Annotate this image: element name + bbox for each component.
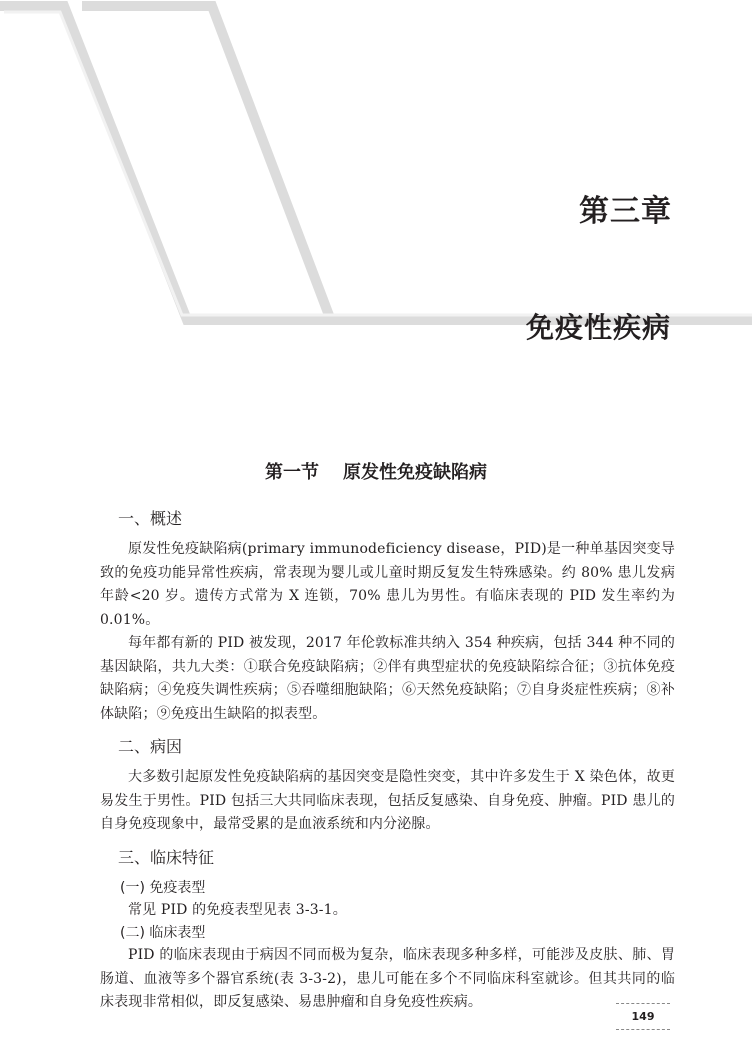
- section-heading: [0, 458, 752, 484]
- chapter-title: 免疫性疾病: [525, 311, 671, 344]
- section-number: 第一节: [265, 462, 319, 483]
- paragraph-clinical-phenotype: PID 的临床表现由于病因不同而极为复杂，临床表现多种多样，可能涉及皮肤、肺、胃肠道、血液等多个器官系统(表 3-3-2)，患儿可能在多个不同临床科室就诊。但其共同的临床表现非常相似，即反复感染、易患肿瘤和自身免疫性疾病。: [100, 947, 675, 1010]
- section-title: 原发性免疫缺陷病: [343, 462, 487, 483]
- heading-etiology: 二、病因: [118, 737, 183, 756]
- heading-immune-phenotype: (一) 免疫表型: [120, 879, 206, 896]
- heading-clinical-phenotype: (二) 临床表型: [120, 925, 206, 941]
- page-number: 149: [616, 1003, 670, 1030]
- paragraph-immune-phenotype: 常见 PID 的免疫表型见表 3-3-1。: [128, 901, 347, 918]
- body-content: [100, 506, 675, 1015]
- chapter-number: 第三章: [579, 194, 672, 229]
- heading-overview: 一、概述: [118, 509, 183, 528]
- paragraph-definition: 原发性免疫缺陷病(primary immunodeficiency disease，PID)是一种单基因突变导致的免疫功能异常性疾病，常表现为婴儿或儿童时期反复发生特殊感染。约 80% 患儿发病年龄<20 岁。遗传方式常为 X 连锁，70% 患儿为男性。有临床表现的 PID 发生率约为 0.01%。: [100, 541, 675, 628]
- paragraph-etiology: 大多数引起原发性免疫缺陷病的基因突变是隐性突变，其中许多发生于 X 染色体，故更易发生于男性。PID 包括三大共同临床表现，包括反复感染、自身免疫、肿瘤。PID 患儿的自身免疫现象中，最常受累的是血液系统和内分泌腺。: [100, 769, 675, 832]
- heading-clinical-features: 三、临床特征: [118, 847, 215, 867]
- paragraph-classification: 每年都有新的 PID 被发现，2017 年伦敦标准共纳入 354 种疾病，包括 344 种不同的基因缺陷，共九大类：①联合免疫缺陷病；②伴有典型症状的免疫缺陷综合征；③抗体免疫缺陷病；④免疫失调性疾病；⑤吞噬细胞缺陷；⑥天然免疫缺陷；⑦自身炎症性疾病；⑧补体缺陷；⑨免疫出生缺陷的拟表型。: [100, 635, 675, 722]
- chapter-header-decoration: [0, 0, 752, 330]
